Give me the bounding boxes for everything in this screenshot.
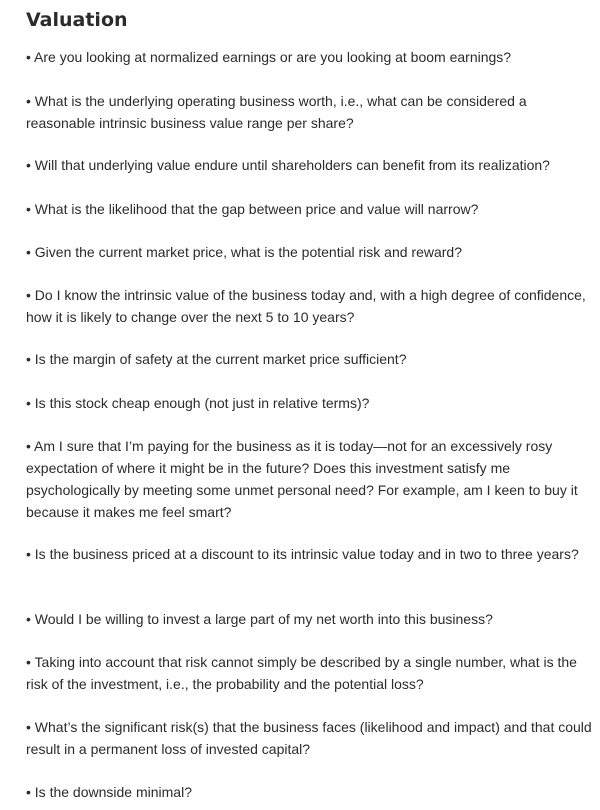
question-item: • Are you looking at normalized earnings or are you looking at boom earnings? (26, 49, 512, 65)
question-item: • Do I know the intrinsic value of the business today and, with a high degree of confidence, how it is likely to change over the next 5 to 10 years? (26, 287, 586, 325)
question-item: • Am I sure that I’m paying for the business as it is today—not for an excessively rosy expectation of where it might be in the future? Does this investment satisfy me psychologically by meeting some unmet personal need? For example, am I keen to buy it because it makes me feel smart? (26, 438, 578, 520)
question-item: • Will that underlying value endure until shareholders can benefit from its realization? (26, 157, 550, 173)
question-item: • Is the margin of safety at the current market price sufficient? (26, 351, 407, 367)
question-item: • Is the downside minimal? (26, 784, 192, 800)
question-item: • Would I be willing to invest a large part of my net worth into this business? (26, 611, 493, 627)
question-item: • What is the likelihood that the gap between price and value will narrow? (26, 201, 479, 217)
question-item: • Given the current market price, what is the potential risk and reward? (26, 244, 462, 260)
question-item: • Is this stock cheap enough (not just in relative terms)? (26, 395, 370, 411)
question-item: • Taking into account that risk cannot simply be described by a single number, what is the risk of the investment, i.e., the probability and the potential loss? (26, 654, 577, 692)
section-title: Valuation (26, 9, 128, 31)
question-item: • What is the underlying operating business worth, i.e., what can be considered a reasonable intrinsic business value range per share? (26, 93, 527, 131)
question-item: • What’s the significant risk(s) that the business faces (likelihood and impact) and that could result in a permanent loss of invested capital? (26, 719, 592, 757)
question-item: • Is the business priced at a discount to its intrinsic value today and in two to three years? (26, 546, 579, 562)
